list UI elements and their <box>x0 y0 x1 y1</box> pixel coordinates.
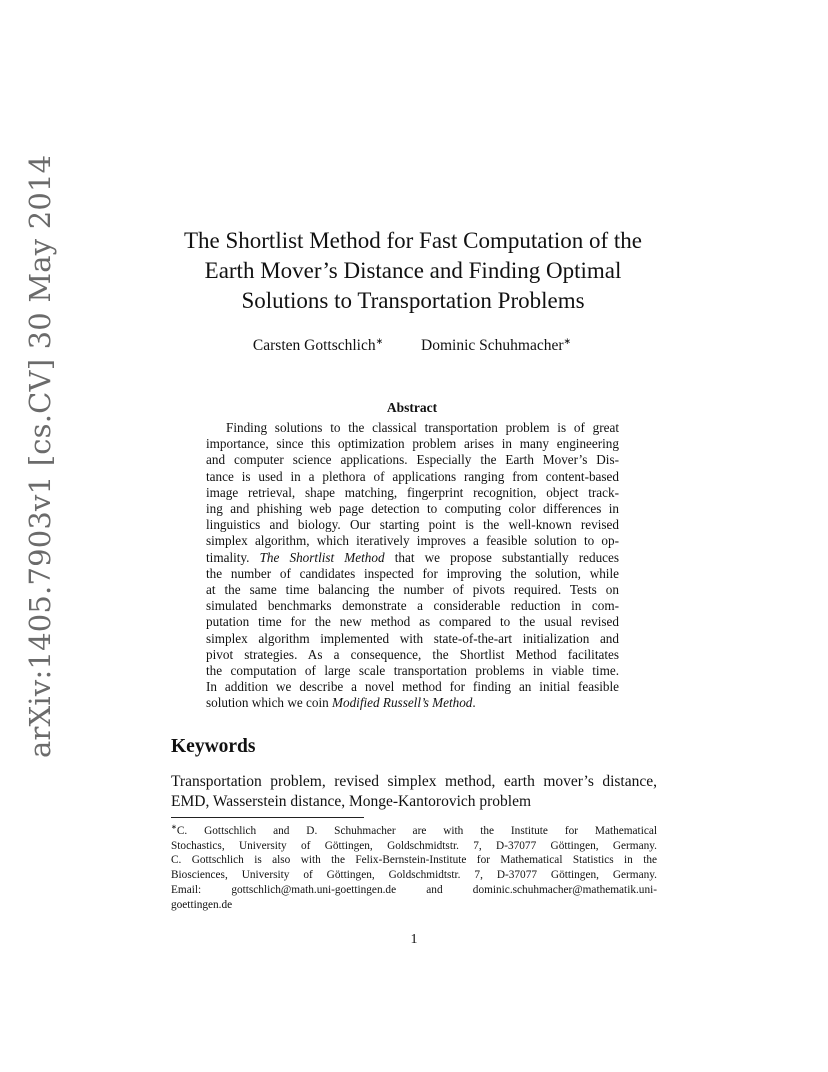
footnote-line: Biosciences, University of Göttingen, Goldschmidtstr. 7, D-37077 Göttingen, Germany. <box>171 869 657 882</box>
abstract-line: image retrieval, shape matching, fingerprint recognition, object track- <box>206 484 619 500</box>
abstract-line-rest: that we propose substantially reduces <box>394 549 620 565</box>
abstract-line: the number of candidates inspected for improving the solution, while <box>206 565 619 581</box>
abstract-line: linguistics and biology. Our starting point is the well-known revised <box>206 517 619 533</box>
abstract-line-end: . <box>472 695 476 711</box>
author-list <box>170 336 654 355</box>
author-name: Dominic Schuhmacher <box>421 337 564 355</box>
abstract-line: simplex algorithm, which iteratively improves a feasible solution to op- <box>206 533 619 549</box>
abstract-line: simulated benchmarks demonstrate a considerable reduction in com- <box>206 598 619 614</box>
arxiv-identifier: arXiv:1405.7903v1 [cs.CV] 30 May 2014 <box>23 154 57 758</box>
title-line: The Shortlist Method for Fast Computation of the <box>183 228 643 253</box>
modified-russell-italic: Modified Russell’s Method <box>332 695 473 711</box>
footnote-mark: ∗ <box>171 823 177 831</box>
abstract-heading: Abstract <box>386 400 438 415</box>
abstract-line: putation time for the new method as compared to the usual revised <box>206 614 619 630</box>
abstract-line: ing and phishing web page detection to computing color differences in <box>206 501 619 517</box>
abstract-line <box>206 550 619 566</box>
abstract-line-start: timality. <box>206 549 250 565</box>
abstract-line: simplex algorithm implemented with state-of-the-art initialization and <box>206 630 619 646</box>
abstract-line: importance, since this optimization problem arises in many engineering <box>206 436 619 452</box>
abstract-line: pivot strategies. As a consequence, the Shortlist Method facilitates <box>206 646 619 662</box>
title-line: Solutions to Transportation Problems <box>241 288 585 313</box>
footnote-rule <box>171 817 364 818</box>
footnote-line <box>171 820 657 839</box>
abstract-line: and computer science applications. Especially the Earth Mover’s Dis- <box>206 452 619 468</box>
footnote <box>171 820 657 913</box>
abstract-line: Finding solutions to the classical transportation problem is of great <box>226 420 619 435</box>
keywords-heading: Keywords <box>171 736 256 757</box>
footnote-mark: ∗ <box>375 336 384 346</box>
abstract-line <box>206 695 619 711</box>
footnote-line: Email: gottschlich@math.uni-goettingen.de and dominic.schuhmacher@mathematik.uni- <box>171 883 657 896</box>
footnote-line: C. Gottschlich is also with the Felix-Bernstein-Institute for Mathematical Statistics in the <box>171 854 657 867</box>
method-name-italic: The Shortlist Method <box>259 549 385 565</box>
author <box>253 336 383 355</box>
abstract-line: In addition we describe a novel method for finding an initial feasible <box>206 679 619 695</box>
abstract-body <box>206 420 619 712</box>
abstract-line: at the same time balancing the number of pivots required. Tests on <box>206 582 619 598</box>
title-line: Earth Mover’s Distance and Finding Optimal <box>204 258 622 283</box>
keywords-line: EMD, Wasserstein distance, Monge-Kantorovich problem <box>171 793 532 810</box>
footnote-text: C. Gottschlich and D. Schuhmacher are with the Institute for Mathematical <box>176 824 657 837</box>
footnote-mark: ∗ <box>563 336 572 346</box>
abstract-line: tance is used in a plethora of applications ranging from content-based <box>206 468 619 484</box>
paper-title <box>120 226 706 316</box>
author-name: Carsten Gottschlich <box>252 337 376 355</box>
page-number: 1 <box>410 932 418 947</box>
keywords-line: Transportation problem, revised simplex method, earth mover’s distance, <box>171 773 657 790</box>
footnote-line: Stochastics, University of Göttingen, Goldschmidtstr. 7, D-37077 Göttingen, Germany. <box>171 839 657 852</box>
abstract-line: the computation of large scale transportation problems in viable time. <box>206 663 619 679</box>
keywords-body <box>171 772 657 812</box>
footnote-line: goettingen.de <box>171 898 233 911</box>
author <box>421 336 571 355</box>
abstract-line-start: solution which we coin <box>206 695 329 711</box>
